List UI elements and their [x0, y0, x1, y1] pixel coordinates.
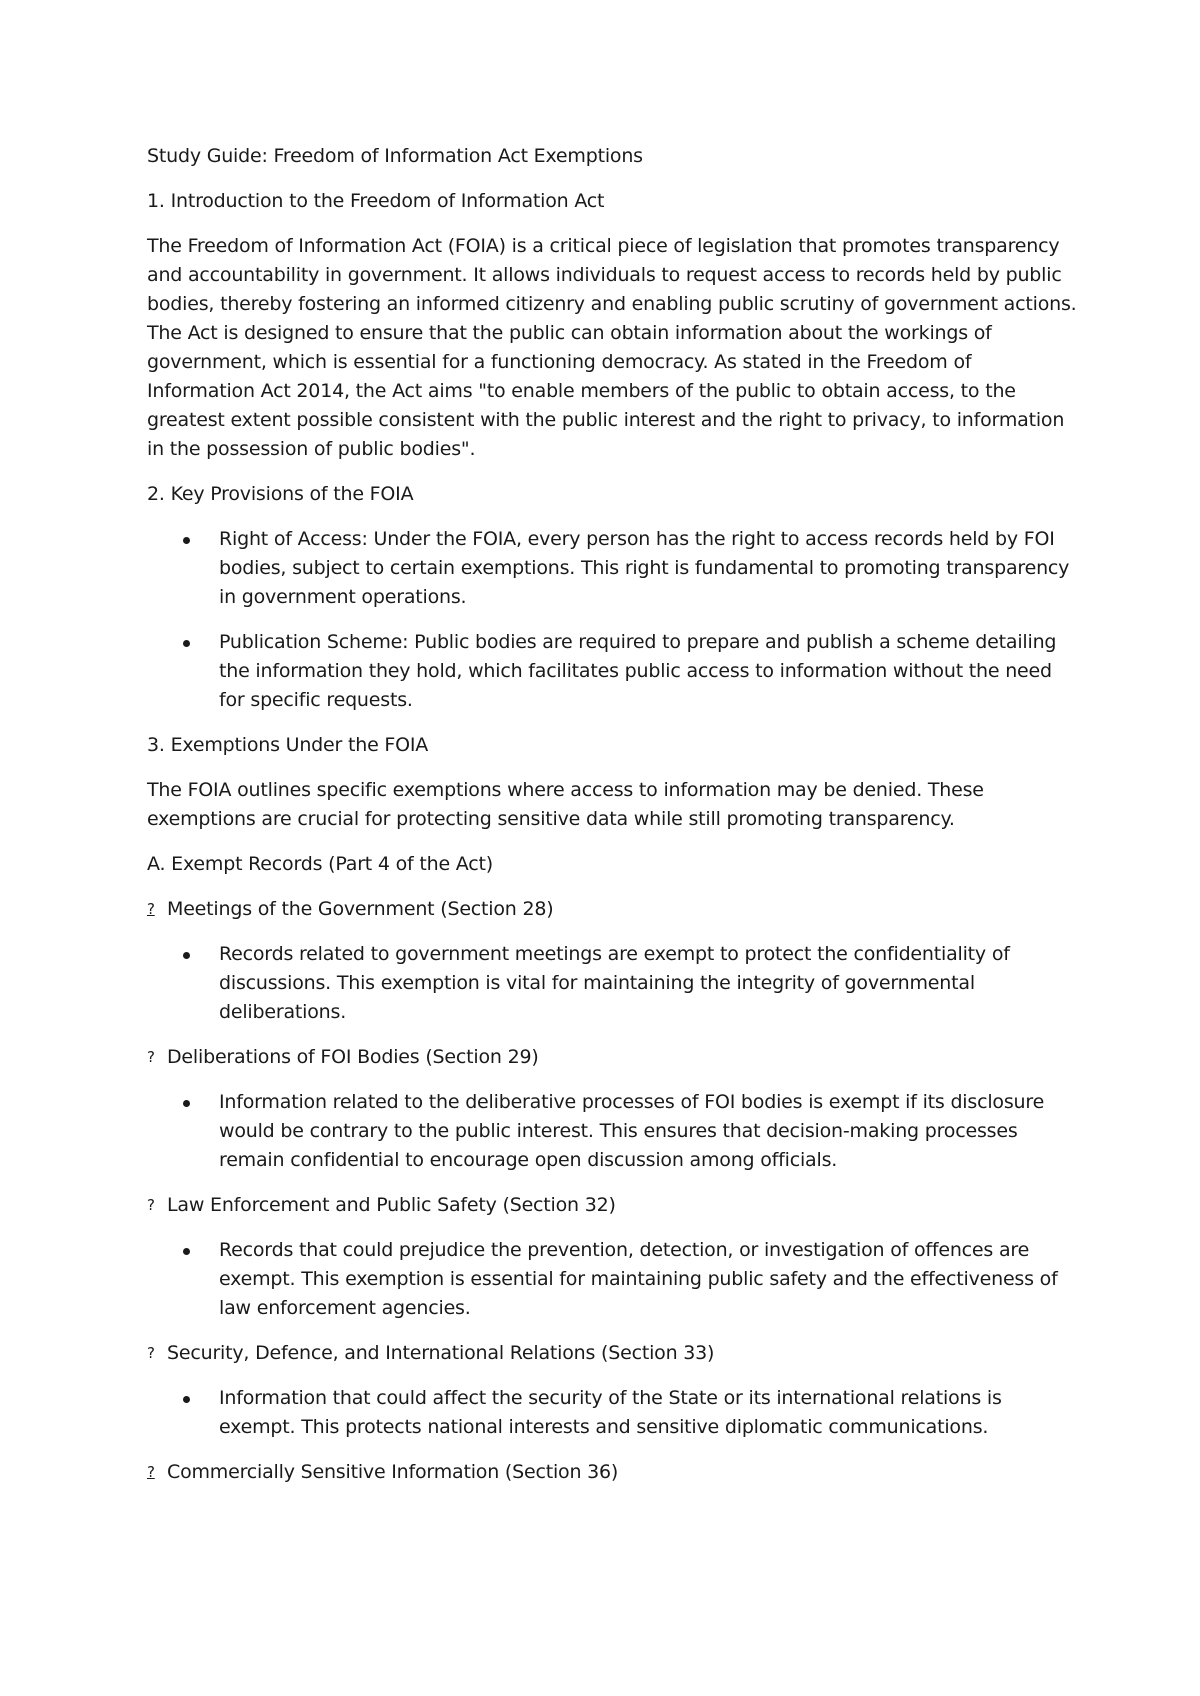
unknown-glyph-icon: ?: [147, 1344, 155, 1362]
document-page: [147, 142, 1077, 1503]
unknown-glyph-icon: ?: [147, 1463, 155, 1481]
list-item: [147, 1236, 1077, 1323]
section-3-subheading: A. Exempt Records (Part 4 of the Act): [147, 853, 493, 875]
bullet-text: Information that could affect the security of the State or its international relations is exempt. This protects national interests and sensitive diplomatic communications.: [219, 1387, 1002, 1438]
section-3-heading: 3. Exemptions Under the FOIA: [147, 734, 429, 756]
section-1-heading: 1. Introduction to the Freedom of Information Act: [147, 190, 605, 212]
exemption-detail-list: [147, 940, 1077, 1027]
exemption-title: Security, Defence, and International Relations (Section 33): [167, 1342, 715, 1364]
exemption-title: Meetings of the Government (Section 28): [167, 898, 554, 920]
exemption-detail-list: [147, 1236, 1077, 1323]
exemption-item: [147, 1043, 1077, 1072]
unknown-glyph-icon: ?: [147, 1196, 155, 1214]
exemption-item: [147, 1339, 1077, 1368]
document-title: Study Guide: Freedom of Information Act Exemptions: [147, 145, 643, 167]
list-item: [147, 940, 1077, 1027]
section-3-paragraph: The FOIA outlines specific exemptions where access to information may be denied. These exemptions are crucial for protecting sensitive data while still promoting transparency.: [147, 779, 984, 830]
list-item: [147, 525, 1077, 612]
bullet-text: Records that could prejudice the prevention, detection, or investigation of offences are exempt. This exemption is essential for maintaining public safety and the effectiveness of law enforcement agencies.: [219, 1239, 1058, 1319]
bullet-text: Right of Access: Under the FOIA, every person has the right to access records held by FOI bodies, subject to certain exemptions. This right is fundamental to promoting transparency in government operations.: [219, 528, 1070, 608]
exemption-item: [147, 1458, 1077, 1487]
list-item: [147, 1384, 1077, 1442]
bullet-text: Information related to the deliberative processes of FOI bodies is exempt if its disclosure would be contrary to the public interest. This ensures that decision-making processes remain confidential to encourage open discussion among officials.: [219, 1091, 1045, 1171]
exemption-detail-list: [147, 1088, 1077, 1175]
bullet-icon: [183, 1396, 190, 1403]
bullet-icon: [183, 1100, 190, 1107]
unknown-glyph-icon: ?: [147, 1048, 155, 1066]
section-1-paragraph: The Freedom of Information Act (FOIA) is a critical piece of legislation that promotes transparency and accountability in government. It allows individuals to request access to records held by public bodies, thereby fostering an informed citizenry and enabling public scrutiny of government actions. The Act is designed to ensure that the public can obtain information about the workings of government, which is essential for a functioning democracy. As stated in the Freedom of Information Act 2014, the Act aims "to enable members of the public to obtain access, to the greatest extent possible consistent with the public interest and the right to privacy, to information in the possession of public bodies".: [147, 235, 1077, 460]
exemption-title: Deliberations of FOI Bodies (Section 29): [167, 1046, 539, 1068]
list-item: [147, 628, 1077, 715]
section-2-heading: 2. Key Provisions of the FOIA: [147, 483, 414, 505]
exemption-detail-list: [147, 1384, 1077, 1442]
list-item: [147, 1088, 1077, 1175]
exemption-title: Commercially Sensitive Information (Section 36): [167, 1461, 619, 1483]
bullet-text: Records related to government meetings are exempt to protect the confidentiality of discussions. This exemption is vital for maintaining the integrity of governmental deliberations.: [219, 943, 1010, 1023]
key-provisions-list: [147, 525, 1077, 715]
bullet-icon: [183, 1248, 190, 1255]
exemption-item: [147, 1191, 1077, 1220]
exemption-item: [147, 895, 1077, 924]
bullet-icon: [183, 537, 190, 544]
bullet-icon: [183, 952, 190, 959]
exemption-title: Law Enforcement and Public Safety (Section 32): [167, 1194, 616, 1216]
bullet-icon: [183, 640, 190, 647]
unknown-glyph-icon: ?: [147, 900, 155, 918]
bullet-text: Publication Scheme: Public bodies are required to prepare and publish a scheme detailing the information they hold, which facilitates public access to information without the need for specific requests.: [219, 631, 1057, 711]
